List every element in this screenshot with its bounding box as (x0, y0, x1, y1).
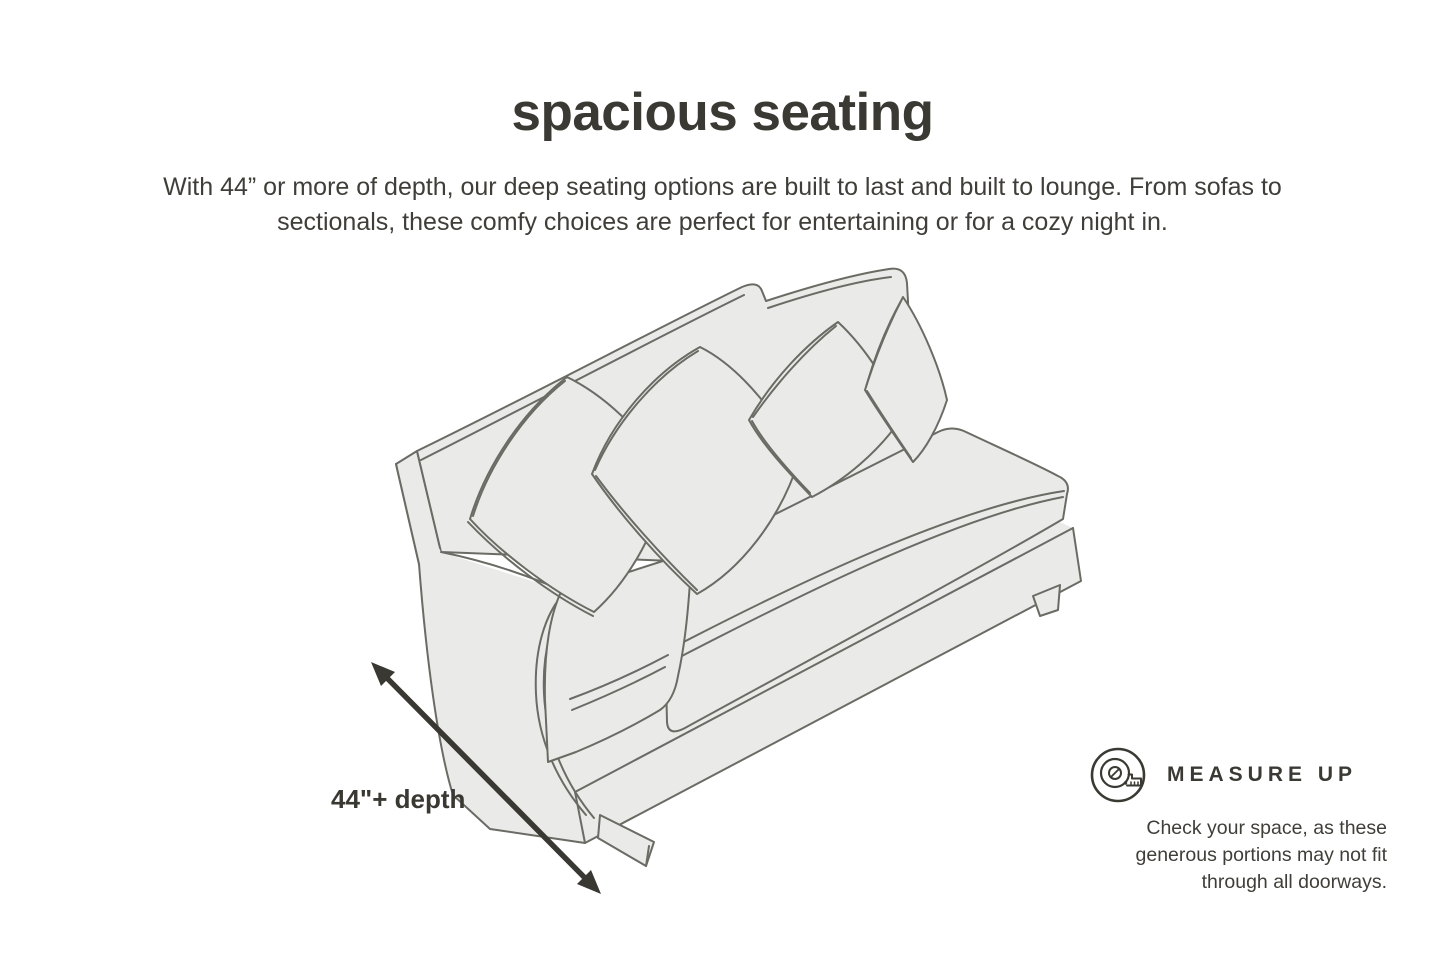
page-title: spacious seating (511, 83, 934, 142)
page-description: With 44” or more of depth, our deep seating options are built to last and built to lounge. From sofas to sectionals, these comfy choices are perfect for entertaining or for a cozy night in. (163, 173, 1282, 236)
measure-up-section (1085, 742, 1387, 896)
measure-up-heading: MEASURE UP (1167, 763, 1358, 786)
measure-up-body: Check your space, as these generous portions may not fit through all doorways. (1135, 817, 1387, 893)
depth-dimension-label: 44"+ depth (331, 784, 466, 814)
tape-measure-icon (1085, 742, 1151, 808)
